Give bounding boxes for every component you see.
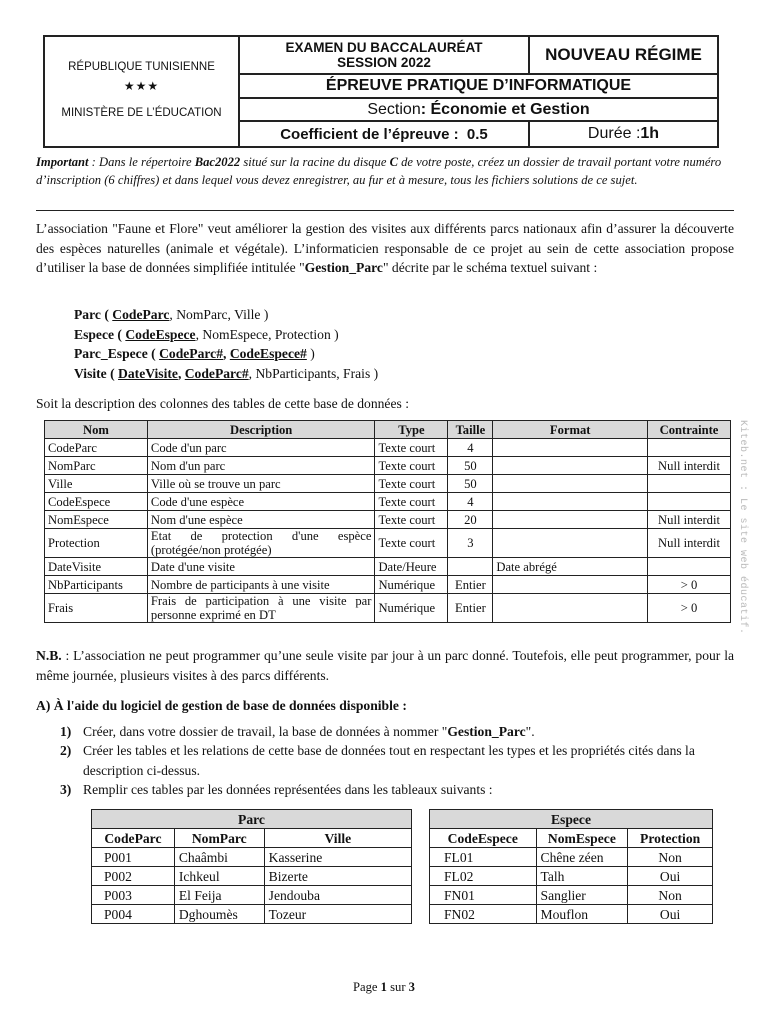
parc-data-table	[91, 809, 412, 924]
desc-table-row	[45, 511, 731, 529]
schema-espece-rest: , NomEspece, Protection )	[195, 326, 339, 342]
desc-cell-format	[493, 576, 648, 594]
duration-line	[530, 122, 717, 146]
footer-page-label: Page	[353, 980, 381, 994]
schema-visite-open: (	[106, 365, 119, 381]
schema-parc-espece	[74, 344, 378, 364]
desc-table-row	[45, 594, 731, 623]
parc-cell: Tozeur	[264, 905, 411, 924]
parc-cell: P004	[92, 905, 175, 924]
question-1-text-b: ".	[525, 724, 535, 739]
espece-header-code: CodeEspece	[430, 829, 537, 848]
schema-parc-espece-rest: )	[306, 346, 315, 361]
republic-label: RÉPUBLIQUE TUNISIENNE	[68, 61, 215, 73]
epreuve-title: ÉPREUVE PRATIQUE D’INFORMATIQUE	[240, 75, 717, 99]
coefficient-label: Coefficient de l’épreuve :	[280, 125, 459, 143]
parc-row	[92, 848, 412, 867]
desc-cell-taille: Entier	[448, 576, 493, 594]
stars: ★★★	[123, 79, 160, 93]
desc-cell-type: Texte court	[375, 439, 448, 457]
parc-table-caption: Parc	[92, 810, 412, 829]
desc-cell-format	[493, 475, 648, 493]
schema-parc-name: Parc	[74, 307, 101, 322]
question-1-number: 1)	[60, 724, 72, 739]
espece-cell: Sanglier	[536, 886, 628, 905]
desc-cell-format	[493, 511, 648, 529]
espece-cell: FL01	[430, 848, 537, 867]
exam-title	[240, 37, 530, 75]
desc-cell-contrainte: Null interdit	[648, 529, 731, 558]
espece-header-nom: NomEspece	[536, 829, 628, 848]
side-watermark: Kiteb.net : Le site web éducatif.	[737, 420, 748, 635]
parc-header-row	[92, 829, 412, 848]
desc-header-format: Format	[493, 421, 648, 439]
footer-page-total: 3	[408, 980, 415, 994]
desc-header-type: Type	[375, 421, 448, 439]
desc-cell-type: Texte court	[375, 493, 448, 511]
desc-cell-description: Date d'une visite	[147, 558, 375, 576]
desc-cell-taille: 20	[448, 511, 493, 529]
footer-sur-label: sur	[386, 980, 409, 994]
desc-cell-type: Texte court	[375, 511, 448, 529]
schema-visite-sep: ,	[177, 365, 185, 381]
exam-title-line1: EXAMEN DU BACCALAURÉAT	[285, 40, 483, 55]
desc-cell-description: Code d'un parc	[147, 439, 375, 457]
nb-text: : L’association ne peut programmer qu’une seule visite par jour à un parc donné. Toutefois, elle peut programmer, pour la même journée, plusieurs visites à des parcs différents.	[36, 648, 734, 683]
desc-cell-type: Texte court	[375, 529, 448, 558]
desc-cell-format	[493, 529, 648, 558]
espece-row	[430, 905, 713, 924]
desc-cell-format	[493, 493, 648, 511]
espece-row	[430, 848, 713, 867]
desc-intro: Soit la description des colonnes des tables de cette base de données :	[36, 396, 409, 411]
schema-visite-rest: , NbParticipants, Frais )	[248, 365, 379, 381]
parc-cell: El Feija	[174, 886, 264, 905]
desc-cell-description: Nombre de participants à une visite	[147, 576, 375, 594]
ministry-label: MINISTÈRE DE L’ÉDUCATION	[61, 107, 222, 119]
desc-table-row	[45, 457, 731, 475]
desc-cell-contrainte: > 0	[648, 576, 731, 594]
parc-cell: Chaâmbi	[174, 848, 264, 867]
schema-visite-name: Visite	[74, 365, 107, 381]
schema-parc-rest: , NomParc, Ville )	[169, 307, 269, 322]
espece-cell: FN02	[430, 905, 537, 924]
espece-cell: Talh	[536, 867, 628, 886]
section-value: : Économie et Gestion	[420, 100, 590, 118]
desc-cell-description: Etat de protection d'une espèce (protégée/non protégée)	[147, 529, 375, 558]
desc-cell-taille: Entier	[448, 594, 493, 623]
parc-row	[92, 905, 412, 924]
desc-cell-nom: NomParc	[45, 457, 148, 475]
desc-cell-contrainte: Null interdit	[648, 511, 731, 529]
question-2-number: 2)	[60, 743, 72, 758]
desc-header-contrainte: Contrainte	[648, 421, 731, 439]
question-3-number: 3)	[60, 782, 72, 797]
relational-schema	[74, 305, 378, 383]
desc-cell-description: Frais de participation à une visite par personne exprimé en DT	[147, 594, 375, 623]
desc-table-row	[45, 475, 731, 493]
desc-table-row	[45, 558, 731, 576]
intro-text-2: " décrite par le schéma textuel suivant :	[382, 260, 598, 275]
desc-table-row	[45, 529, 731, 558]
parc-cell: P002	[92, 867, 175, 886]
parc-cell: Dghoumès	[174, 905, 264, 924]
question-3-text: Remplir ces tables par les données représentées dans les tableaux suivants :	[83, 782, 493, 797]
schema-parc-espece-name: Parc_Espece	[74, 346, 148, 361]
espece-cell: Chêne zéen	[536, 848, 628, 867]
schema-visite-key2: CodeParc#	[184, 365, 249, 381]
desc-cell-description: Nom d'un parc	[147, 457, 375, 475]
schema-espece	[74, 325, 378, 345]
duration-value: 1h	[640, 125, 660, 142]
parc-row	[92, 886, 412, 905]
important-text-1: : Dans le répertoire	[88, 155, 195, 169]
schema-parc-open: (	[100, 307, 113, 322]
exam-header	[43, 35, 719, 148]
parc-header-ville: Ville	[264, 829, 411, 848]
separator-rule	[36, 210, 734, 211]
espece-table-caption: Espece	[430, 810, 713, 829]
desc-cell-contrainte	[648, 558, 731, 576]
nb-note	[36, 646, 734, 685]
intro-db-name: Gestion_Parc	[304, 260, 383, 275]
parc-cell: Kasserine	[264, 848, 411, 867]
desc-cell-taille: 4	[448, 493, 493, 511]
desc-cell-taille: 3	[448, 529, 493, 558]
footer-page-number: 1	[380, 980, 387, 994]
espece-cell: Non	[628, 848, 713, 867]
espece-header-protection: Protection	[628, 829, 713, 848]
important-label: Important	[36, 155, 89, 169]
desc-table-row	[45, 439, 731, 457]
question-1-text-a: Créer, dans votre dossier de travail, la base de données à nommer "	[83, 724, 448, 739]
schema-visite	[74, 364, 378, 384]
desc-cell-nom: Protection	[45, 529, 148, 558]
parc-header-nom: NomParc	[174, 829, 264, 848]
espece-header-row	[430, 829, 713, 848]
schema-parc-espece-sep: ,	[223, 346, 230, 361]
desc-cell-contrainte: > 0	[648, 594, 731, 623]
regime-label: NOUVEAU RÉGIME	[530, 37, 717, 75]
desc-cell-description: Code d'une espèce	[147, 493, 375, 511]
exam-session: SESSION 2022	[337, 55, 431, 70]
desc-header-row	[45, 421, 731, 439]
part-a-heading: A) À l'aide du logiciel de gestion de base de données disponible :	[36, 698, 407, 713]
coefficient-value: 0.5	[466, 125, 488, 143]
duration-label: Durée :	[587, 125, 641, 142]
parc-cell: Ichkeul	[174, 867, 264, 886]
desc-cell-format	[493, 594, 648, 623]
section-label: Section	[367, 100, 421, 118]
parc-row	[92, 867, 412, 886]
desc-cell-type: Numérique	[375, 594, 448, 623]
desc-cell-taille: 50	[448, 457, 493, 475]
espece-cell: Non	[628, 886, 713, 905]
schema-espece-name: Espece	[74, 326, 115, 342]
desc-cell-type: Texte court	[375, 457, 448, 475]
section-line	[240, 99, 717, 122]
desc-table-row	[45, 576, 731, 594]
schema-parc-espece-key2: CodeEspece#	[229, 346, 307, 361]
intro-text-1: L’association "Faune et Flore" veut améliorer la gestion des visites aux différents parcs nationaux afin d’assurer la découverte des espèces naturelles (animale et végétale). L’informaticien responsable de ce projet au sein de cette association propose d’utiliser la base de données simplifiée intitulée "	[36, 221, 734, 275]
schema-parc-espece-key1: CodeParc#	[159, 346, 224, 361]
desc-cell-nom: DateVisite	[45, 558, 148, 576]
desc-cell-format	[493, 457, 648, 475]
desc-cell-taille	[448, 558, 493, 576]
espece-cell: Oui	[628, 867, 713, 886]
schema-espece-key: CodeEspece	[125, 326, 196, 342]
nb-label: N.B.	[36, 648, 62, 663]
espece-cell: FN01	[430, 886, 537, 905]
espece-cell: FL02	[430, 867, 537, 886]
desc-cell-nom: CodeParc	[45, 439, 148, 457]
coefficient-line	[240, 122, 530, 146]
desc-cell-type: Date/Heure	[375, 558, 448, 576]
parc-header-code: CodeParc	[92, 829, 175, 848]
page-footer	[0, 980, 768, 995]
desc-cell-taille: 4	[448, 439, 493, 457]
parc-cell: Bizerte	[264, 867, 411, 886]
desc-cell-nom: NomEspece	[45, 511, 148, 529]
parc-cell: P003	[92, 886, 175, 905]
espece-row	[430, 886, 713, 905]
schema-parc-key: CodeParc	[112, 307, 170, 322]
desc-table-row	[45, 493, 731, 511]
desc-header-nom: Nom	[45, 421, 148, 439]
question-1-text	[83, 722, 733, 742]
desc-cell-type: Texte court	[375, 475, 448, 493]
desc-cell-contrainte	[648, 475, 731, 493]
parc-cell: Jendouba	[264, 886, 411, 905]
columns-description-table	[44, 420, 731, 623]
espece-row	[430, 867, 713, 886]
desc-cell-nom: NbParticipants	[45, 576, 148, 594]
desc-cell-contrainte	[648, 493, 731, 511]
schema-visite-key1: DateVisite	[118, 365, 178, 381]
desc-cell-taille: 50	[448, 475, 493, 493]
ministry-block	[45, 37, 240, 146]
intro-paragraph	[36, 219, 734, 278]
desc-cell-nom: Ville	[45, 475, 148, 493]
desc-header-description: Description	[147, 421, 375, 439]
desc-cell-format: Date abrégé	[493, 558, 648, 576]
important-folder: Bac2022	[194, 155, 241, 169]
question-1-bold: Gestion_Parc	[447, 724, 526, 739]
desc-cell-description: Ville où se trouve un parc	[147, 475, 375, 493]
schema-espece-open: (	[114, 326, 126, 342]
parc-cell: P001	[92, 848, 175, 867]
desc-cell-description: Nom d'une espèce	[147, 511, 375, 529]
important-disk: C	[389, 155, 398, 169]
important-note	[36, 154, 734, 189]
desc-cell-type: Numérique	[375, 576, 448, 594]
schema-parc-espece-open: (	[147, 346, 160, 361]
important-text-3: de votre poste, créez un dossier de travail portant votre numéro d’inscription (6 chiffres) et dans lequel vous devez enregistrer, au fur et à mesure, tous les fichiers solutions de ce sujet.	[36, 155, 722, 187]
desc-cell-contrainte: Null interdit	[648, 457, 731, 475]
desc-cell-format	[493, 439, 648, 457]
desc-cell-nom: CodeEspece	[45, 493, 148, 511]
schema-parc	[74, 305, 378, 325]
espece-cell: Mouflon	[536, 905, 628, 924]
desc-cell-nom: Frais	[45, 594, 148, 623]
desc-cell-contrainte	[648, 439, 731, 457]
question-2-text: Créer les tables et les relations de cette base de données tout en respectant les types et les propriétés cités dans la description ci-dessus.	[83, 743, 695, 778]
espece-data-table	[429, 809, 713, 924]
espece-cell: Oui	[628, 905, 713, 924]
important-text-2: situé sur la racine du disque	[240, 155, 390, 169]
desc-header-taille: Taille	[448, 421, 493, 439]
